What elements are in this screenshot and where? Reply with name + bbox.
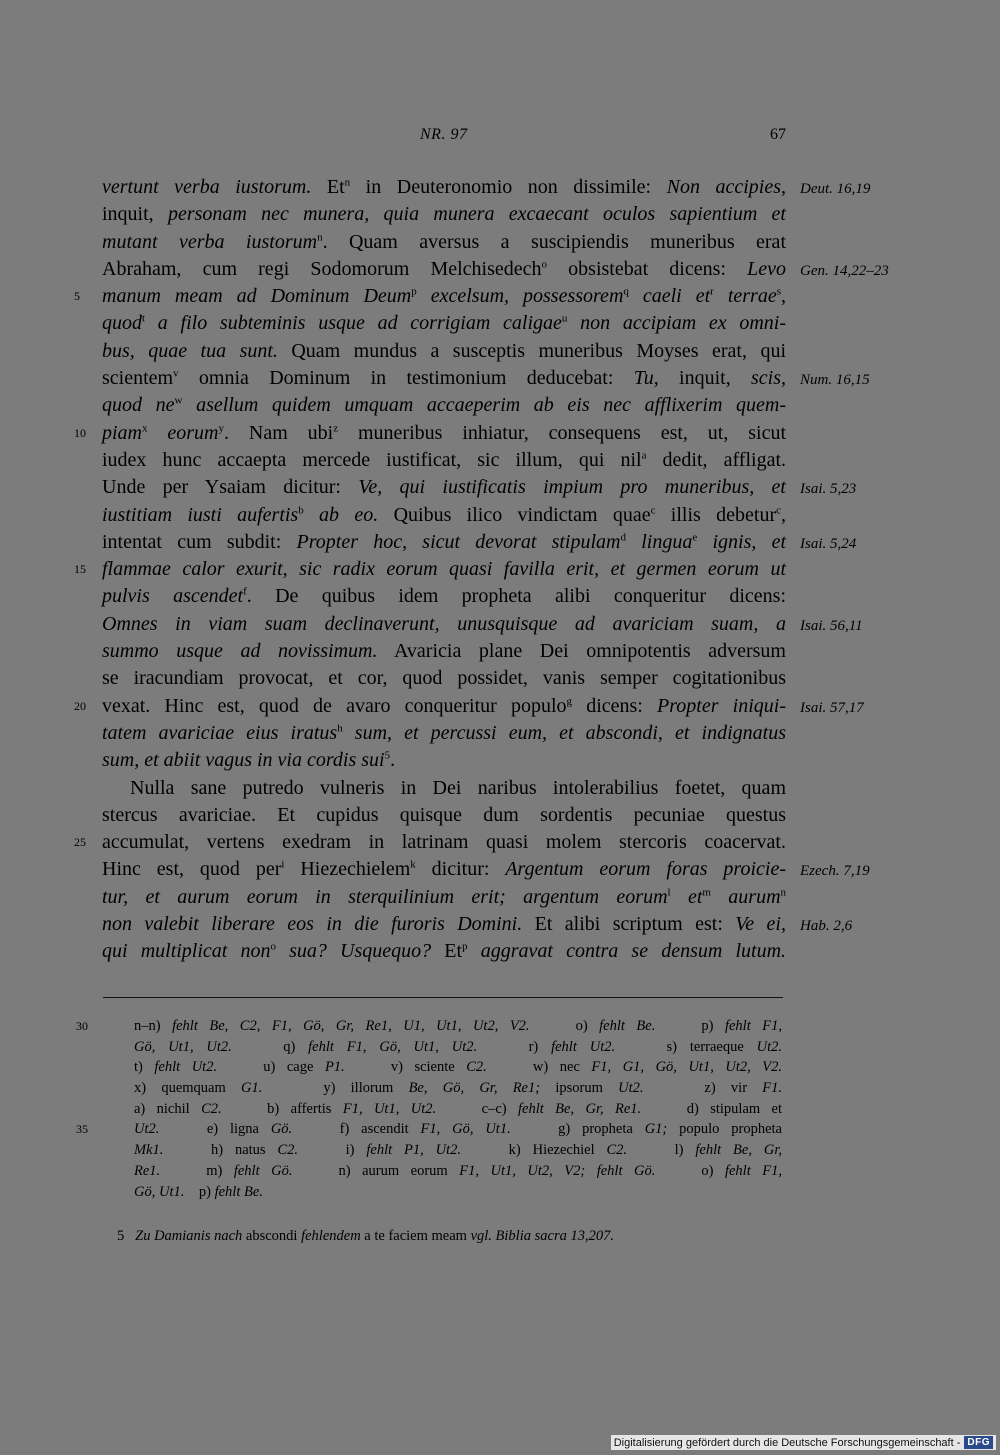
text-line: Omnes in viam suam declinaverunt, unusquisque ad avariciam suam, a Isai. 56,11 bbox=[102, 611, 786, 638]
dfg-banner-text: Digitalisierung gefördert durch die Deutsche Forschungsgemeinschaft - bbox=[613, 1436, 961, 1449]
main-text bbox=[74, 174, 889, 966]
text-line: pulvis ascendet$^f$. De quibus idem propheta alibi conqueritur dicens: bbox=[102, 585, 786, 608]
text-line: se iracundiam provocat, et cor, quod possidet, vanis semper cogitationibus bbox=[102, 667, 786, 690]
marginal-citation: Gen. 14,22–23 bbox=[800, 262, 889, 279]
text-line: quod$^t$ a filo subteminis usque ad corrigiam caligae$^u$ non accipiam ex omni- bbox=[102, 312, 787, 335]
apparatus-line: Gö, Ut1. p) fehlt Be. bbox=[134, 1183, 263, 1200]
text-line: flammae calor exurit, sic radix eorum quasi favilla erit, et germen eorum ut 15 bbox=[102, 556, 786, 583]
footnote-rule bbox=[103, 997, 783, 998]
text-line: inquit, personam nec munera, quia munera excaecant oculos sapientium et bbox=[102, 203, 786, 226]
text-line: non valebit liberare eos in die furoris Domini. Et alibi scriptum est: Ve ei, Hab. 2,6 bbox=[102, 911, 786, 938]
text-line: Abraham, cum regi Sodomorum Melchisedech$^o$ obsistebat dicens: Levo Gen. 14,22–23 bbox=[102, 256, 786, 283]
line-number: 35 bbox=[76, 1122, 88, 1137]
text-line: Unde per Ysaiam dicitur: Ve, qui iustificatis impium pro muneribus, et Isai. 5,23 bbox=[102, 474, 786, 501]
apparatus-line: Gö, Ut1, Ut2. q) fehlt F1, Gö, Ut1, Ut2. r) fehlt Ut2. s) terraeque Ut2. bbox=[134, 1038, 782, 1055]
line-number: 5 bbox=[74, 289, 80, 304]
running-head: NR. 97 bbox=[420, 126, 468, 143]
text-line: stercus avariciae. Et cupidus quisque dum sordentis pecuniae questus bbox=[102, 803, 786, 826]
text-line: summo usque ad novissimum. Avaricia plane Dei omnipotentis adversum bbox=[102, 640, 786, 663]
apparatus-line: n–n) fehlt Be, C2, F1, Gö, Gr, Re1, U1, Ut1, Ut2, V2. o) fehlt Be. p) fehlt F1, 30 bbox=[134, 1016, 782, 1037]
text-line: bus, quae tua sunt. Quam mundus a susceptis muneribus Moyses erat, qui bbox=[102, 339, 786, 362]
marginal-citation: Isai. 57,17 bbox=[800, 699, 864, 716]
page-number: 67 bbox=[770, 126, 786, 143]
apparatus-line: t) fehlt Ut2. u) cage P1. v) sciente C2. w) nec F1, G1, Gö, Ut1, Ut2, V2. bbox=[134, 1059, 783, 1076]
apparatus-line: a) nichil C2. b) affertis F1, Ut1, Ut2. c–c) fehlt Be, Gr, Re1. d) stipulam et bbox=[134, 1100, 783, 1117]
text-line: piam$^x$ eorum$^y$. Nam ubi$^z$ muneribus inhiatur, consequens est, ut, sicut 10 bbox=[102, 420, 786, 447]
text-line: vertunt verba iustorum. Et$^n$ in Deuteronomio non dissimile: Non accipies, Deut. 16,19 bbox=[102, 174, 786, 201]
apparatus-line: Mk1. h) natus C2. i) fehlt P1, Ut2. k) Hiezechiel C2. l) fehlt Be, Gr, bbox=[134, 1142, 783, 1159]
text-line: iudex hunc accaepta mercede iustificat, sic illum, qui nil$^a$ dedit, affligat. bbox=[102, 448, 786, 471]
text-line: Hinc est, quod per$^i$ Hiezechielem$^k$ dicitur: Argentum eorum foras proicie- Ezech. 7,19 bbox=[102, 856, 786, 883]
line-number: 25 bbox=[74, 835, 86, 850]
marginal-citation: Ezech. 7,19 bbox=[800, 863, 870, 880]
dfg-banner bbox=[611, 1435, 996, 1450]
text-line: tatem avariciae eius iratus$^h$ sum, et percussi eum, et abscondi, et indignatus bbox=[102, 721, 786, 744]
source-note: 5 Zu Damianis nach abscondi fehlendem a te faciem meam vgl. Biblia sacra 13,207. bbox=[117, 1228, 614, 1244]
text-line: scientem$^v$ omnia Dominum in testimonium deducebat: Tu, inquit, scis, Num. 16,15 bbox=[102, 365, 786, 392]
line-number: 10 bbox=[74, 425, 86, 440]
line-number: 15 bbox=[74, 562, 86, 577]
text-line: intentat cum subdit: Propter hoc, sicut devorat stipulam$^d$ lingua$^e$ ignis, et Isai. 5,24 bbox=[102, 529, 786, 556]
text-line: Nulla sane putredo vulneris in Dei naribus intolerabilius foetet, quam bbox=[130, 776, 786, 799]
line-number: 20 bbox=[74, 698, 86, 713]
critical-apparatus bbox=[76, 1016, 783, 1202]
text-line: sum, et abiit vagus in via cordis sui$^5$. bbox=[102, 749, 396, 772]
text-line: mutant verba iustorum$^n$. Quam aversus a suscipiendis muneribus erat bbox=[102, 230, 786, 253]
text-line: quod $ne^w$ asellum quidem umquam accaeperim ab eis nec afflixerim quem- bbox=[102, 394, 786, 417]
text-line: vexat. Hinc est, quod de avaro conqueritur populo$^g$ dicens: Propter iniqui- 20 Isai. 57,17 bbox=[102, 693, 786, 720]
line-number: 30 bbox=[76, 1019, 88, 1033]
marginal-citation: Isai. 5,24 bbox=[800, 535, 857, 552]
apparatus-line: Ut2. e) ligna Gö. f) ascendit F1, Gö, Ut1. g) propheta G1; populo propheta 35 bbox=[134, 1119, 782, 1140]
marginal-citation: Num. 16,15 bbox=[800, 372, 870, 389]
dfg-logo: DFG bbox=[964, 1436, 993, 1449]
marginal-citation: Deut. 16,19 bbox=[800, 181, 871, 197]
marginal-citation: Isai. 56,11 bbox=[800, 617, 863, 634]
text-line: iustitiam iusti aufertis$^b$ ab eo. Quibus ilico vindictam quae$^c$ illis debetur$^c$, bbox=[102, 503, 786, 526]
apparatus-line: Re1. m) fehlt Gö. n) aurum eorum F1, Ut1, Ut2, V2; fehlt Gö. o) fehlt F1, bbox=[134, 1162, 782, 1179]
text-line: qui multiplicat non$^o$ sua? Usquequo? Et$^p$ aggravat contra se densum lutum. bbox=[102, 940, 787, 963]
marginal-citation: Hab. 2,6 bbox=[800, 918, 853, 935]
text-line: manum meam ad Dominum Deum$^p$ excelsum, possessorem$^q$ caeli $et^r$ terrae$^s$, 5 bbox=[102, 283, 786, 310]
text-line: accumulat, vertens exedram in latrinam quasi molem stercoris coacervat. 25 bbox=[102, 829, 786, 856]
text-line: tur, et aurum eorum in sterquilinium erit; argentum eorum$^l$ $et^m$ aurum$^n$ bbox=[102, 885, 787, 908]
apparatus-line: x) quemquam G1. y) illorum Be, Gö, Gr, Re1; ipsorum Ut2. z) vir F1. bbox=[134, 1080, 783, 1097]
marginal-citation: Isai. 5,23 bbox=[800, 481, 857, 498]
